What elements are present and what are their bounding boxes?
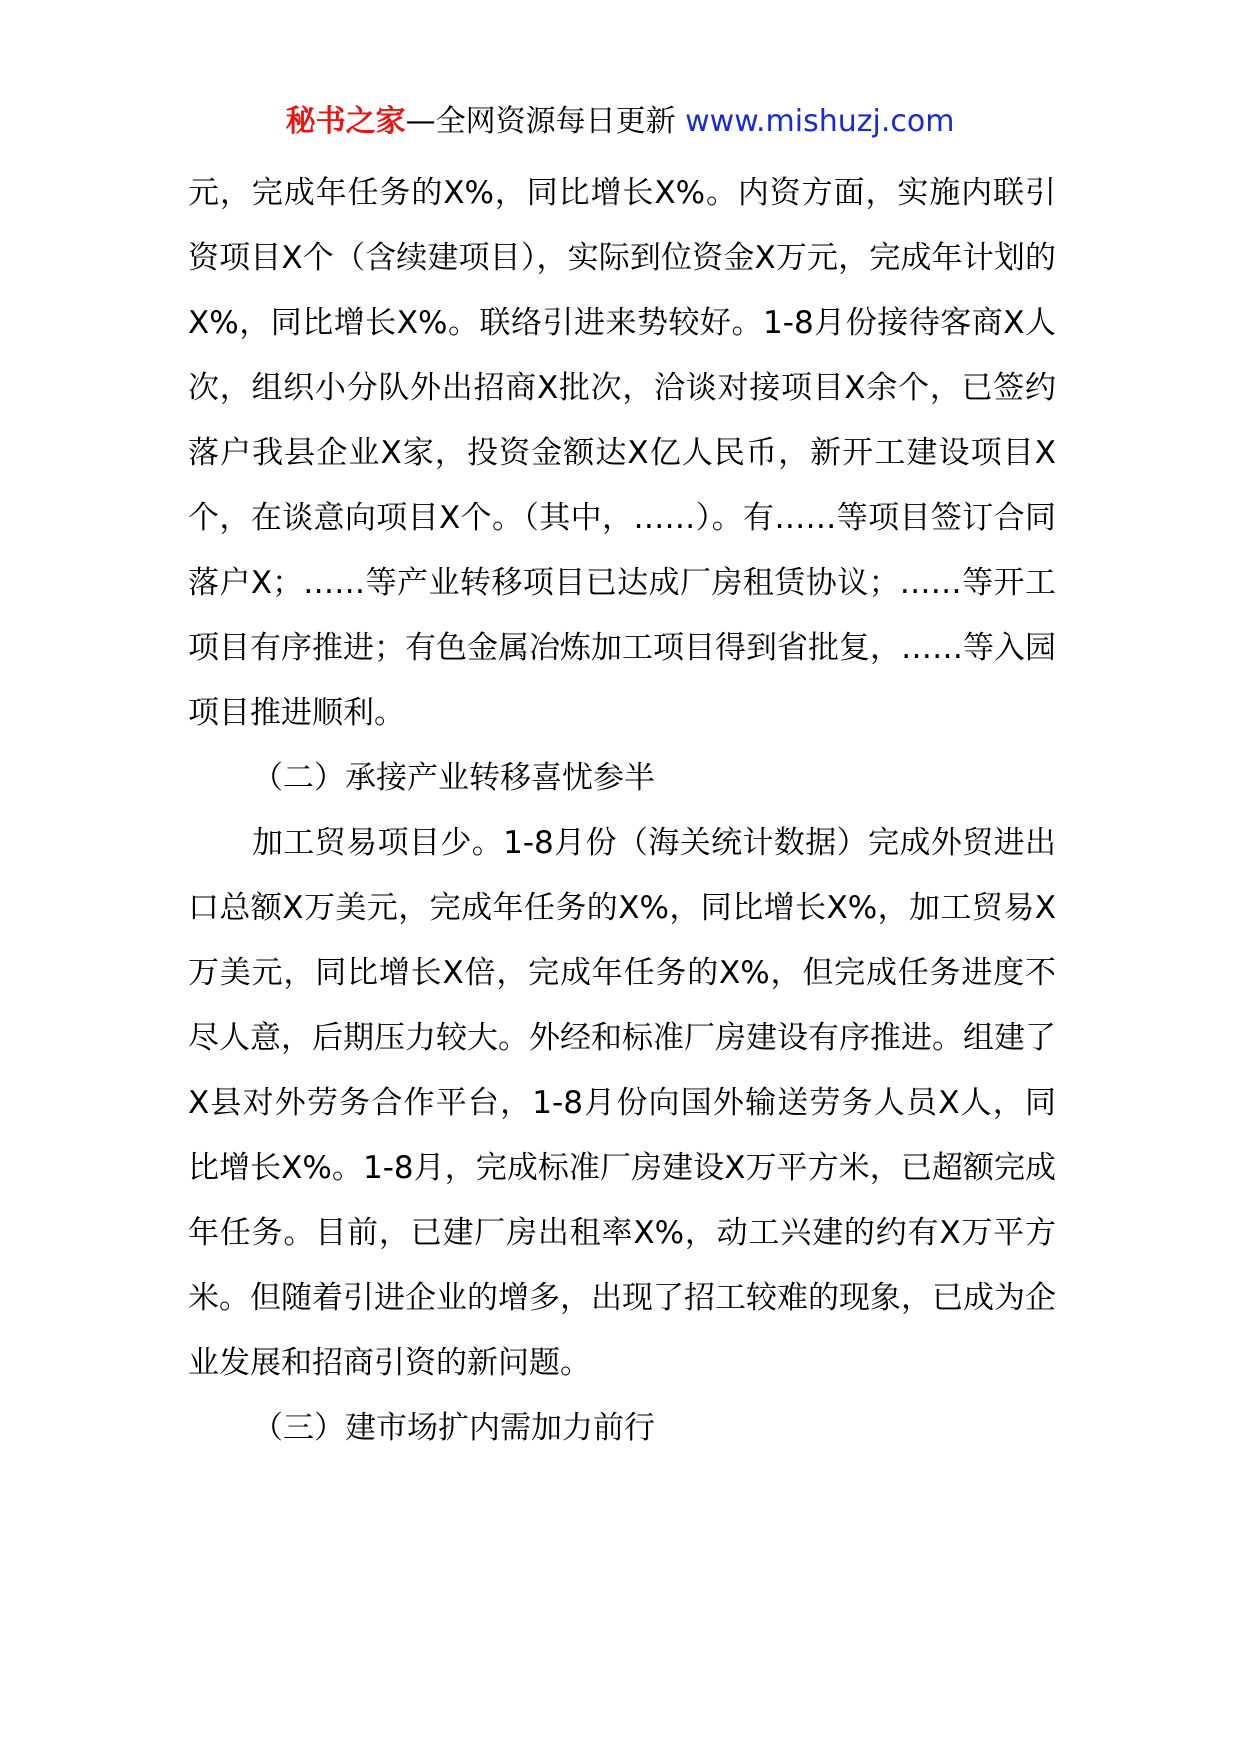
header-url[interactable]: www.mishuzj.com [685,104,955,139]
paragraph-continued: 元，完成年任务的X%，同比增长X%。内资方面，实施内联引资项目X个（含续建项目），实际到位资金X万元，完成年计划的X%，同比增长X%。联络引进来势较好。1-8月份接待客商X人次，组织小分队外出招商X批次，洽谈对接项目X余个，已签约落户我县企业X家，投资金额达X亿人民币，新开工建设项目X个，在谈意向项目X个。（其中，……）。有……等项目签订合同落户X；……等产业转移项目已达成厂房租赁协议；……等开工项目有序推进；有色金属冶炼加工项目得到省批复，……等入园项目推进顺利。 [188,175,1056,731]
paragraph-processing-trade: 加工贸易项目少。1-8月份（海关统计数据）完成外贸进出口总额X万美元，完成年任务的X%，同比增长X%，加工贸易X万美元，同比增长X倍，完成年任务的X%，但完成任务进度不尽人意，后期压力较大。外经和标准厂房建设有序推进。组建了X县对外劳务合作平台，1-8月份向国外输送劳务人员X人，同比增长X%。1-8月，完成标准厂房建设X万平方米，已超额完成年任务。目前，已建厂房出租率X%，动工兴建的约有X万平方米。但随着引进企业的增多，出现了招工较难的现象，已成为企业发展和招商引资的新问题。 [188,825,1056,1381]
header-brand: 秘书之家 [285,104,406,139]
section-heading-2: （二）承接产业转移喜忧参半 [252,760,655,796]
section-heading-3: （三）建市场扩内需加力前行 [252,1410,655,1446]
header-tagline: —全网资源每日更新 [405,104,676,139]
page-header [0,100,1240,144]
document-body [188,161,1056,1461]
